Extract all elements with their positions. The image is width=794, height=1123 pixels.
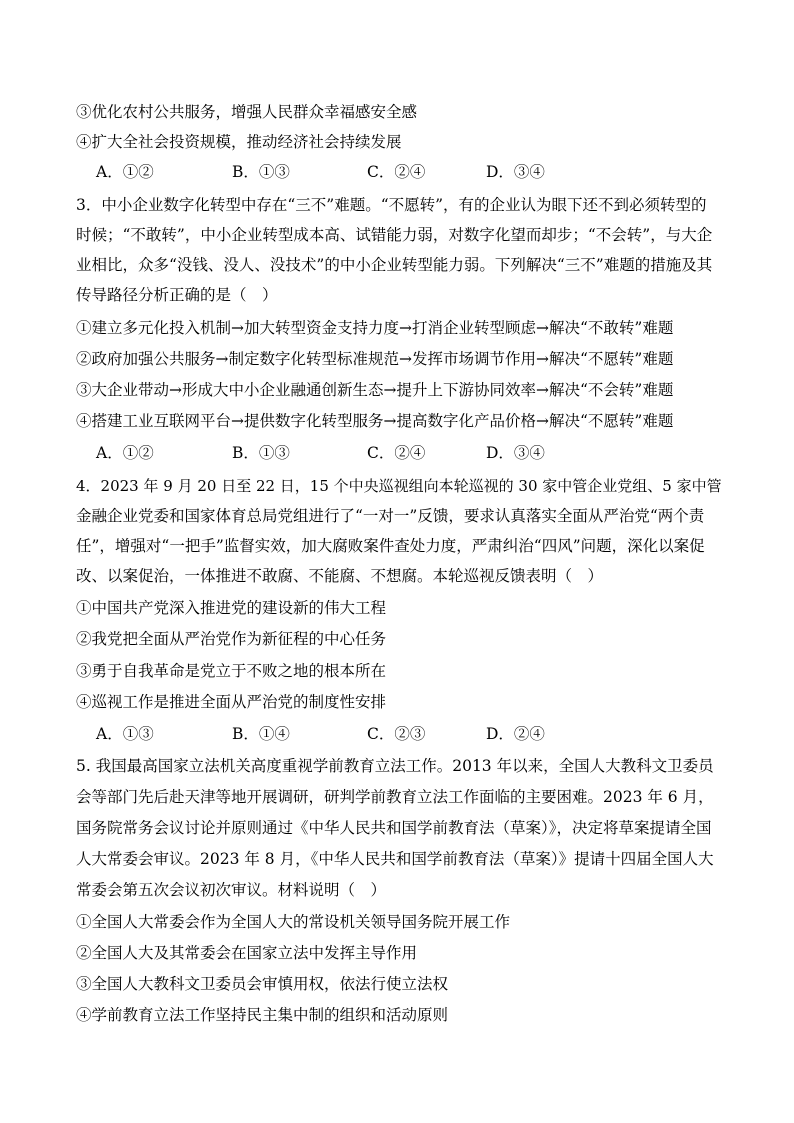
q5-stem-line-1: 5. 我国最高国家立法机关高度重视学前教育立法工作。2013 年以来，全国人大教科文卫委员 [76, 757, 714, 775]
q4-item-3: ③勇于自我革命是党立于不败之地的根本所在 [76, 662, 387, 680]
q4-stem-line-4: 改、以案促治，一体推进不敢腐、不能腐、不想腐。本轮巡视反馈表明（ ） [76, 567, 604, 585]
q2-item-3: ③优化农村公共服务，增强人民群众幸福感安全感 [76, 103, 418, 121]
q2-option-c[interactable]: C．②④ [367, 163, 426, 181]
q4-option-a[interactable]: A．①③ [96, 725, 154, 743]
q5-stem-line-3: 国务院常务会议讨论并原则通过《中华人民共和国学前教育法（草案）》，决定将草案提请全国 [76, 819, 712, 837]
q4-item-4: ④巡视工作是推进全面从严治党的制度性安排 [76, 693, 387, 711]
q2-option-a[interactable]: A．①② [96, 163, 154, 181]
q2-option-b[interactable]: B．①③ [232, 163, 290, 181]
q2-options [96, 161, 716, 183]
q4-item-2: ②我党把全面从严治党作为新征程的中心任务 [76, 630, 387, 648]
q3-stem-line-4: 传导路径分析正确的是（ ） [76, 286, 278, 304]
q3-item-4: ④搭建工业互联网平台→提供数字化转型服务→提高数字化产品价格→解决“不愿转”难题 [76, 412, 674, 430]
q3-stem-line-1: 3．中小企业数字化转型中存在“三不”难题。“不愿转”，有的企业认为眼下还不到必须转型的 [76, 196, 707, 214]
q3-option-b[interactable]: B．①③ [232, 444, 290, 462]
q3-stem-line-2: 时候；“不敢转”，中小企业转型成本高、试错能力弱，对数字化望而却步；“不会转”，与大企 [76, 226, 713, 244]
q4-options [96, 723, 716, 745]
q5-item-2: ②全国人大及其常委会在国家立法中发挥主导作用 [76, 944, 418, 962]
q5-stem-line-5: 常委会第五次会议初次审议。材料说明（ ） [76, 881, 387, 899]
q4-item-1: ①中国共产党深入推进党的建设新的伟大工程 [76, 599, 387, 617]
q4-option-b[interactable]: B．①④ [232, 725, 290, 743]
q3-item-1: ①建立多元化投入机制→加大转型资金支持力度→打消企业转型顾虑→解决“不敢转”难题 [76, 319, 674, 337]
q3-item-3: ③大企业带动→形成大中小企业融通创新生态→提升上下游协同效率→解决“不会转”难题 [76, 381, 674, 399]
q3-option-d[interactable]: D．③④ [486, 444, 545, 462]
q3-option-c[interactable]: C．②④ [367, 444, 426, 462]
q3-options [96, 442, 716, 464]
q4-option-c[interactable]: C．②③ [367, 725, 426, 743]
q5-item-3: ③全国人大教科文卫委员会审慎用权，依法行使立法权 [76, 975, 449, 993]
q4-option-d[interactable]: D．②④ [486, 725, 545, 743]
q4-stem-line-2: 金融企业党委和国家体育总局党组进行了“一对一”反馈，要求认真落实全面从严治党“两个责 [76, 507, 705, 525]
q2-option-d[interactable]: D．③④ [486, 163, 545, 181]
q5-stem-line-2: 会等部门先后赴天津等地开展调研，研判学前教育立法工作面临的主要困难。2023 年 6 月， [76, 788, 714, 806]
q5-item-4: ④学前教育立法工作坚持民主集中制的组织和活动原则 [76, 1006, 449, 1024]
q5-item-1: ①全国人大常委会作为全国人大的常设机关领导国务院开展工作 [76, 913, 511, 931]
q3-item-2: ②政府加强公共服务→制定数字化转型标准规范→发挥市场调节作用→解决“不愿转”难题 [76, 350, 674, 368]
q2-item-4: ④扩大全社会投资规模，推动经济社会持续发展 [76, 133, 402, 151]
q4-stem-line-1: 4．2023 年 9 月 20 日至 22 日，15 个中央巡视组向本轮巡视的 30 家中管企业党组、5 家中管 [76, 477, 722, 495]
q5-stem-line-4: 人大常委会审议。2023 年 8 月，《中华人民共和国学前教育法（草案）》提请十四届全国人大 [76, 850, 714, 868]
q4-stem-line-3: 任”，增强对“一把手”监督实效，加大腐败案件查处力度，严肃纠治“四风”问题，深化以案促 [76, 537, 705, 555]
q3-stem-line-3: 业相比，众多“没钱、没人、没技术”的中小企业转型能力弱。下列解决“三不”难题的措施及其 [76, 256, 713, 274]
q3-option-a[interactable]: A．①② [96, 444, 154, 462]
